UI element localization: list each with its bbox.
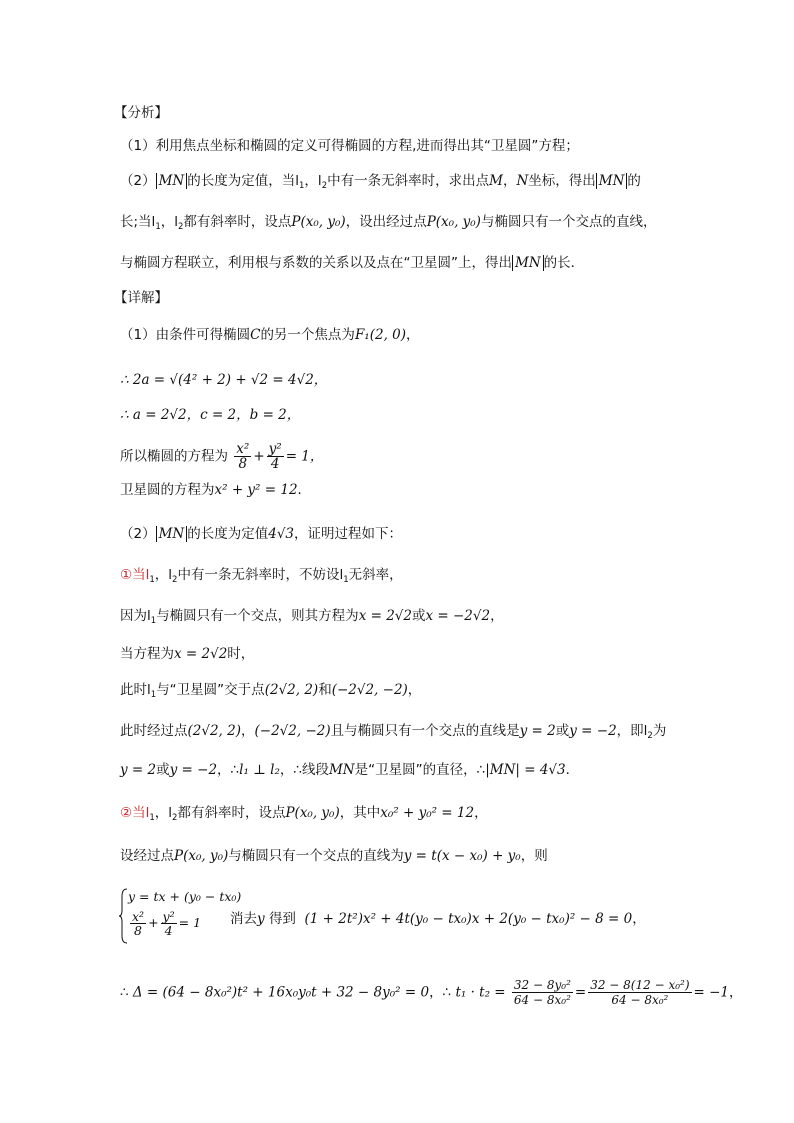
- detail-line-15: 消去y 得到 (1 + 2t²)x² + 4t(y₀ − tx₀)x + 2(y₀ − tx₀)² − 8 = 0，: [230, 911, 646, 927]
- detail-line-8: 因为$l_1$与椭圆只有一个交点，则其方程为x = 2√2或x = −2√2，: [120, 608, 504, 626]
- analysis-step-2-end: 与椭圆方程联立，利用根与系数的关系以及点在“卫星圆”上，得出 MN 的长．: [120, 255, 585, 271]
- analysis-step-2: （2） MN 的长度为定值，当$l_1$，$l_2$中有一条无斜率时，求出点M，N坐标，得出 MN 的: [120, 173, 641, 191]
- detail-line-6: （2） MN 的长度为定值4√3，证明过程如下：: [120, 526, 403, 542]
- detail-heading: 【详解】: [114, 290, 168, 306]
- ellipse-x-term: $\frac{\text{x²}}{8}$: [236, 441, 250, 472]
- detail-line-7: ①当$l_1$，$l_2$中有一条无斜率时，不妨设$l_1$无斜率，: [120, 567, 403, 585]
- equation-system: [128, 888, 241, 937]
- detail-line-12: y = 2或y = −2，∴l₁ ⊥ l₂，∴线段MN是“卫星圆”的直径，∴|MN| = 4√3．: [120, 762, 580, 778]
- detail-line-10: 此时$l_1$与“卫星圆”交于点(2√2, 2)和(−2√2, −2)，: [120, 682, 422, 700]
- detail-line-14: 设经过点P(x₀, y₀)与椭圆只有一个交点的直线为y = t(x − x₀) + y₀，则: [120, 848, 548, 864]
- detail-line-13: ②当$l_1$，$l_2$都有斜率时，设点P(x₀, y₀)，其中x₀² + y₀² = 12，: [120, 805, 488, 823]
- detail-line-9: 当方程为x = 2√2时，: [120, 646, 255, 662]
- fraction-2: $\frac{\text{32 − 8(12 − x₀²)}}{\text{64 − 8x₀²}}$: [590, 978, 690, 1007]
- ellipse-y-term: $\frac{\text{y²}}{4}$: [268, 441, 282, 472]
- detail-line-16: ∴ Δ = (64 − 8x₀²)t² + 16x₀y₀t + 32 − 8y₀² = 0，∴ t₁ · t₂ = $\frac{\text{32 − 8y₀²}}{\text{64 − 8x₀²}}$ = $\frac{\text{32 − 8(12 − x₀²)}}{\text{64 − 8x₀²}}$ = −1，: [120, 978, 743, 1007]
- system-brace: [118, 888, 128, 944]
- detail-line-5: 卫星圆的方程为x² + y² = 12．: [120, 482, 312, 498]
- system-line-1: y = tx + (y₀ − tx₀): [128, 889, 242, 904]
- system-line-2: $\frac{\text{x²}}{8}$ + $\frac{\text{y²}}{4}$ = 1: [132, 909, 202, 938]
- detail-line-1: （1）由条件可得椭圆C的另一个焦点为F₁(2, 0)，: [120, 327, 420, 343]
- detail-line-11: 此时经过点(2√2, 2)，(−2√2, −2)且与椭圆只有一个交点的直线是y = 2或y = −2，即$l_2$为: [120, 723, 667, 741]
- detail-line-3: ∴ a = 2√2，c = 2，b = 2，: [120, 407, 301, 423]
- analysis-step-2-cont: 长;当$l_1$，$l_2$都有斜率时，设点P(x₀, y₀)，设出经过点P(x₀, y₀)与椭圆只有一个交点的直线，: [120, 214, 657, 232]
- analysis-heading: 【分析】: [114, 105, 168, 121]
- detail-line-4: 所以椭圆的方程为 $\frac{\text{x²}}{8}$ + $\frac{\text{y²}}{4}$ = 1，: [120, 441, 324, 472]
- fraction-1: $\frac{\text{32 − 8y₀²}}{\text{64 − 8x₀²}}$: [513, 978, 571, 1007]
- detail-line-2: ∴ 2a = √(4² + 2) + √2 = 4√2，: [120, 372, 328, 388]
- analysis-step-1: （1）利用焦点坐标和椭圆的定义可得椭圆的方程,进而得出其“卫星圆”方程；: [120, 138, 579, 154]
